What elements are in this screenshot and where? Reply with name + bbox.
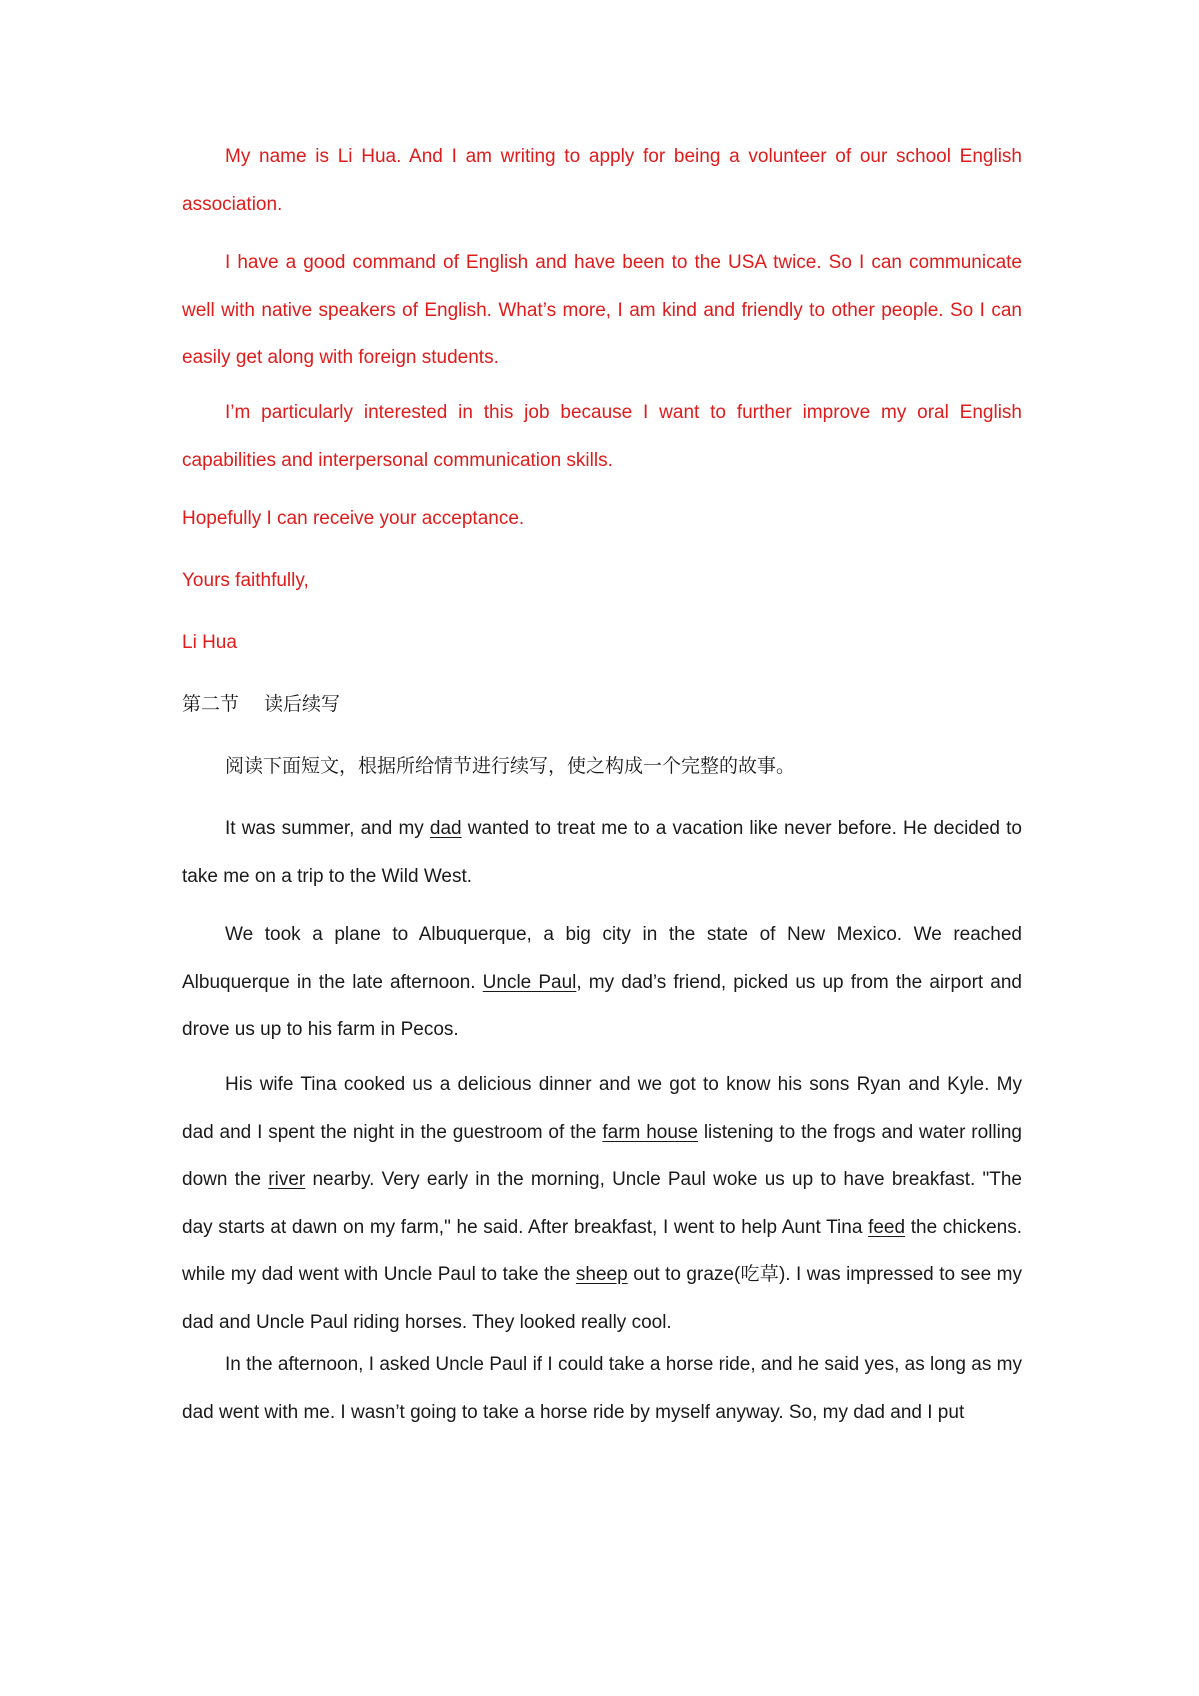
story-paragraph-4: In the afternoon, I asked Uncle Paul if I could take a horse ride, and he said yes, as long as my dad went with me. I wasn’t going to take a horse ride by myself anyway. So, my dad and I put — [182, 1354, 1022, 1423]
underlined-word: sheep — [575, 1264, 628, 1285]
underlined-word: farm house — [602, 1121, 698, 1143]
underlined-word: Uncle Paul — [482, 971, 577, 993]
story-text: listening to the frogs and water rolling down the — [182, 1121, 1022, 1190]
story-text: nearby. Very early in the morning, Uncle Paul woke us up to have breakfast. "The day starts at dawn on my farm," he said. After breakfast, I went to help Aunt Tina — [182, 1169, 1022, 1238]
story-text: out to graze( — [627, 1264, 741, 1285]
letter-sign-off: Yours faithfully, — [182, 570, 309, 591]
section-heading: 第二节 读后续写 — [182, 693, 341, 715]
underlined-word: dad — [429, 818, 462, 839]
story-text: , my dad’s friend, picked us up from the airport and drove us up to his farm in Pecos. — [182, 971, 1022, 1040]
letter-closing-line: Hopefully I can receive your acceptance. — [182, 508, 525, 529]
story-text: ). I was impressed to see my dad and Uncle Paul riding horses. They looked really cool. — [182, 1264, 1022, 1333]
chinese-gloss: 吃草 — [740, 1263, 779, 1285]
letter-paragraph-2: I have a good command of English and have been to the USA twice. So I can communicate well with native speakers of English. What’s more, I am kind and friendly to other people. So I can easily get along with foreign students. — [182, 252, 1022, 368]
story-paragraph-1 — [182, 805, 1022, 900]
letter-paragraph-3: I’m particularly interested in this job because I want to further improve my oral English capabilities and interpersonal communication skills. — [182, 402, 1022, 471]
story-text: It was summer, and my — [225, 818, 430, 839]
letter-paragraph-1: My name is Li Hua. And I am writing to apply for being a volunteer of our school English association. — [182, 146, 1022, 215]
story-paragraph-3 — [182, 1061, 1022, 1346]
underlined-word: river — [268, 1169, 306, 1190]
story-paragraph-2 — [182, 911, 1022, 1054]
letter-signature: Li Hua — [182, 632, 237, 653]
story-text: We took a plane to Albuquerque, a big city in the state of New Mexico. We reached Albuquerque in the late afternoon. — [182, 924, 1022, 993]
story-text: the chickens. while my dad went with Uncle Paul to take the — [182, 1216, 1023, 1285]
section-instruction: 阅读下面短文，根据所给情节进行续写，使之构成一个完整的故事。 — [225, 755, 796, 777]
underlined-word: feed — [868, 1216, 906, 1238]
story-text: wanted to treat me to a vacation like never before. He decided to take me on a trip to the Wild West. — [182, 818, 1022, 887]
story-text: His wife Tina cooked us a delicious dinner and we got to know his sons Ryan and Kyle. My dad and I spent the night in the guestroom of the — [182, 1074, 1022, 1143]
